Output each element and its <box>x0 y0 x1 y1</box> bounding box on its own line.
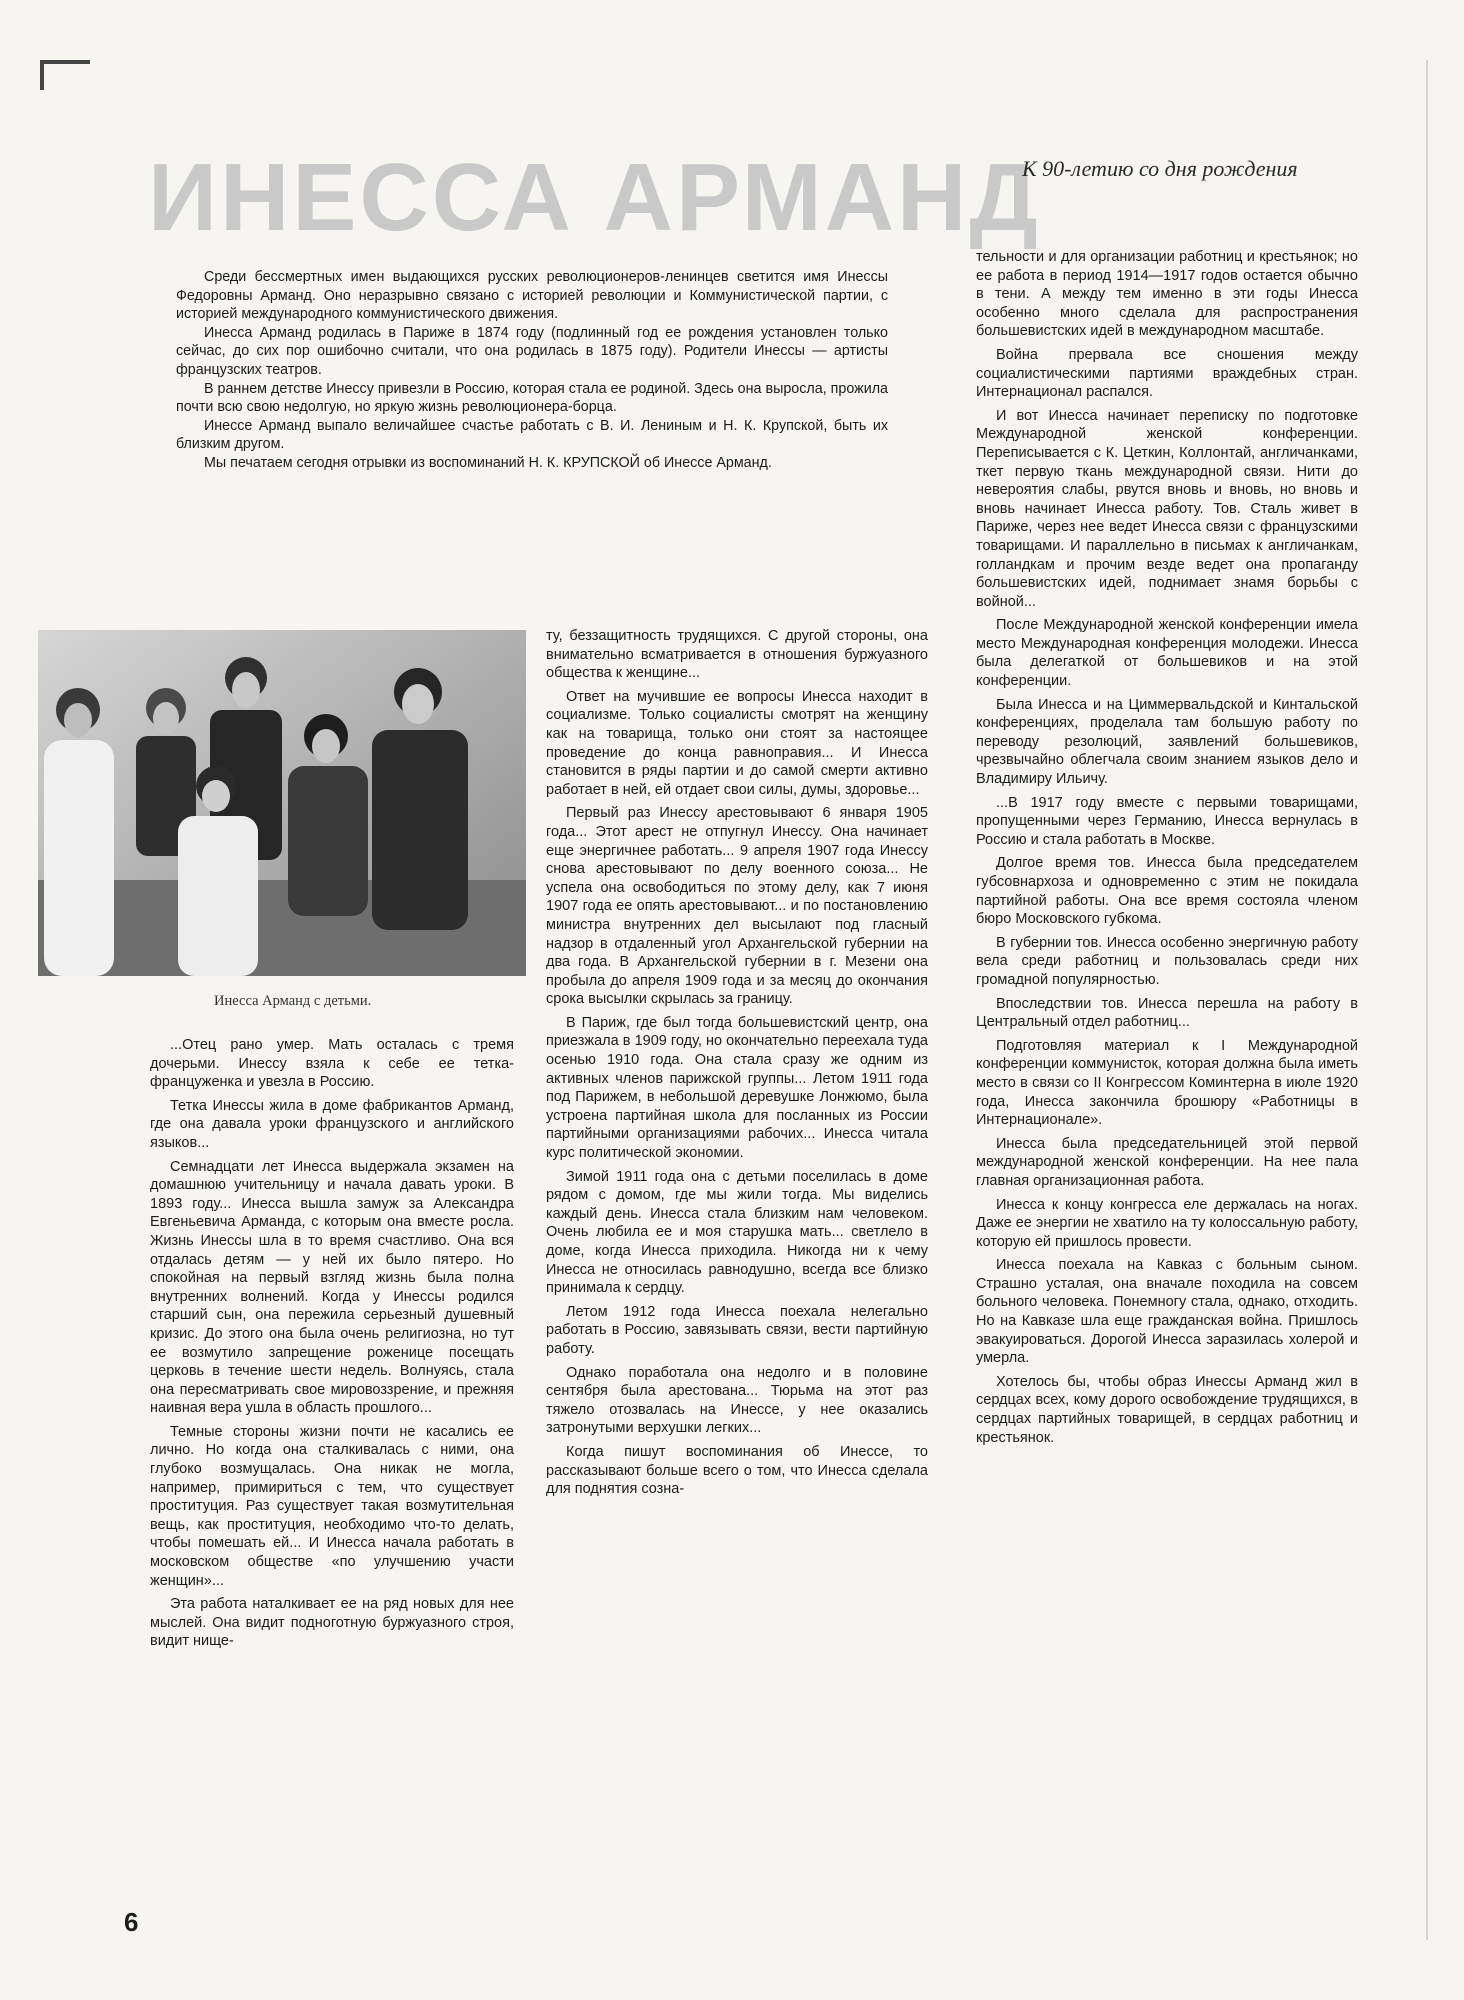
column-middle <box>546 627 928 1504</box>
paragraph: Тетка Инессы жила в доме фабрикантов Арманд, где она давала уроки французского и английского языков... <box>150 1097 514 1151</box>
paragraph: В Париж, где был тогда большевистский центр, она приезжала в 1909 году, но окончательно переехала туда осенью 1910 года. Она стала сразу же одним из активных членов парижской группы... Летом 1911 года под Парижем, в небольшой деревушке Лонжюмо, была устроена партийная школа для посланных из России партийными организациями рабочих... Инесса читала курс политической экономии. <box>546 1014 928 1162</box>
paragraph: Семнадцати лет Инесса выдержала экзамен на домашнюю учительницу и начала давать уроки. В 1893 году... Инесса вышла замуж за Александра Евгеньевича Арманда, с которым она вместе росла. Жизнь Инессы шла в то время счастливо. Она вся отдалась детям — у ней их было пятеро. Но спокойная на первый взгляд жизнь была полна внутренних волнений. Когда у Инессы родился старший сын, она пережила серьезный душевный кризис. До этого она была очень религиозна, но тут ее возмутило запрещение роженице посещать церковь в течение шести недель. Волнуясь, стала она пересматривать свое мировоззрение, и прежняя наивная вера ушла в область прошлого... <box>150 1158 514 1417</box>
paragraph: тельности и для организации работниц и крестьянок; но ее работа в период 1914—1917 годов остается обычно в тени. А между тем именно в эти годы Инесса особенно много сделала для распространения большевистских идей в международном масштабе. <box>976 249 1358 340</box>
paragraph: И вот Инесса начинает переписку по подготовке Международной женской конференции. Переписывается с К. Цеткин, Коллонтай, англичанками, ткет первую ткань международной связи. Нити до невероятия слабы, рвутся вновь и вновь, но вновь и вновь начинает Инесса работу. Тов. Сталь живет в Париже, через нее ведет Инесса связи с французскими товарищами. И параллельно в письмах к англичанкам, голландкам и прочим везде ведет она пропаганду большевистских идей, поднимает знамя борьбы с войной... <box>976 407 1358 610</box>
paragraph: Ответ на мучившие ее вопросы Инесса находит в социализме. Только социалисты смотрят на женщину как на товарища, только они стоят за настоящее проведение до конца равноправия... И Инесса становится в ряды партии и до самой смерти активно работает в ней, ей отдает свои силы, думы, здоровье... <box>546 688 928 798</box>
intro-paragraph: Инессе Арманд выпало величайшее счастье работать с В. И. Лениным и Н. К. Крупской, быть их близким другом. <box>176 417 888 453</box>
intro-paragraph: Инесса Арманд родилась в Париже в 1874 году (подлинный год ее рождения установлен только сейчас, до сих пор ошибочно считали, что она родилась в 1875 году). Родители Инессы — артисты французских театров. <box>176 324 888 378</box>
paragraph: Эта работа наталкивает ее на ряд новых для нее мыслей. Она видит подноготную буржуазного строя, видит нище- <box>150 1596 514 1650</box>
paragraph: Инесса к концу конгресса еле держалась на ногах. Даже ее энергии не хватило на ту колоссальную работу, которую ей пришлось провести. <box>976 1196 1358 1250</box>
crop-mark-horizontal <box>40 60 90 64</box>
paragraph: В губернии тов. Инесса особенно энергичную работу вела среди работниц и пользовалась среди них громадной популярностью. <box>976 934 1358 988</box>
page-number: 6 <box>124 1907 139 1937</box>
paragraph: Зимой 1911 года она с детьми поселилась в доме рядом с домом, где мы жили тогда. Мы виделись каждый день. Инесса стала близким нам человеком. Очень любила ее и моя старушка мать... светлело в доме, когда Инесса приходила. Никогда ни к чему Инесса не относилась равнодушно, всегда все близко принимала к сердцу. <box>546 1168 928 1297</box>
paragraph: Когда пишут воспоминания об Инессе, то рассказывают больше всего о том, что Инесса сделала для поднятия созна- <box>546 1443 928 1498</box>
paragraph: Инесса была председательницей этой первой международной женской конференции. На нее пала главная организационная работа. <box>976 1135 1358 1189</box>
paragraph: Долгое время тов. Инесса была председателем губсовнархоза и одновременно с этим не покидала партийной работы. Она все время состояла членом бюро Московского губкома. <box>976 855 1358 928</box>
paragraph: ...В 1917 году вместе с первыми товарищами, пропущенными через Германию, Инесса вернулась в Россию и стала работать в Москве. <box>976 794 1358 848</box>
article-title: ИНЕССА АРМАНД <box>148 144 1041 251</box>
paragraph: ту, беззащитность трудящихся. С другой стороны, она внимательно всматривается в отношения буржуазного общества к женщине... <box>546 628 928 682</box>
intro-paragraph: Среди бессмертных имен выдающихся русских революционеров-ленинцев светится имя Инессы Федоровны Арманд. Оно неразрывно связано с историей революции и Коммунистической партии, с историей международного коммунистического движения. <box>176 269 888 323</box>
paragraph: Хотелось бы, чтобы образ Инессы Арманд жил в сердцах всех, кому дорого освобождение трудящихся, в сердцах партийных товарищей, в сердцах работниц и крестьянок. <box>976 1373 1358 1446</box>
paragraph: Война прервала все сношения между социалистическими партиями враждебных стран. Интернационал распался. <box>976 346 1358 401</box>
anniversary-subtitle: К 90-летию со дня рождения <box>1022 156 1298 181</box>
column-right <box>976 248 1358 1452</box>
paragraph: Летом 1912 года Инесса поехала нелегально работать в Россию, завязывать связи, вести партийную работу. <box>546 1303 928 1357</box>
family-photo <box>38 630 526 976</box>
paragraph: Была Инесса и на Циммервальдской и Кинтальской конференциях, проделала там большую работу по переводу резолюций, заявлений большевиков, чрезвычайно облегчала своим знанием языков дело и Владимиру Ильичу. <box>976 696 1358 788</box>
intro-block <box>176 268 888 473</box>
intro-paragraph: Мы печатаем сегодня отрывки из воспоминаний Н. К. КРУПСКОЙ об Инессе Арманд. <box>204 454 772 471</box>
photo-illustration <box>38 630 526 976</box>
crop-mark-vertical <box>40 60 44 90</box>
paragraph: После Международной женской конференции имела место Международная конференция молодежи. Инесса была делегаткой от большевиков и на этой конференции. <box>976 617 1358 690</box>
page-edge-line <box>1426 60 1428 1940</box>
paragraph: Темные стороны жизни почти не касались ее лично. Но когда она сталкивалась с ними, она глубоко возмущалась. Она никак не могла, например, примириться с тем, что существует проституция. Раз существует такая возмутительная вещь, как проституция, необходимо что-то делать, чтобы помешать ей... И Инесса начала работать в московском обществе «по улучшению участи женщин»... <box>150 1423 514 1589</box>
paragraph: Впоследствии тов. Инесса перешла на работу в Центральный отдел работниц... <box>976 995 1358 1031</box>
paragraph: ...Отец рано умер. Мать осталась с тремя дочерьми. Инессу взяла к себе ее тетка-француженка и увезла в Россию. <box>150 1037 514 1091</box>
paragraph: Инесса поехала на Кавказ с больным сыном. Страшно усталая, она вначале походила на совсем больного человека. Понемногу стала, однако, отходить. Но на Кавказе шла еще гражданская война. Пришлось эвакуироваться. Дорогой Инесса заразилась холерой и умерла. <box>976 1257 1358 1367</box>
photo-caption: Инесса Арманд с детьми. <box>214 993 372 1009</box>
paragraph: Однако поработала она недолго и в половине сентября была арестована... Тюрьма на этот раз тяжело отозвалась на Инессе, у нее оказались затронутыми верхушки легких... <box>546 1364 928 1437</box>
paragraph: Подготовляя материал к I Международной конференции коммунисток, которая должна была иметь место в связи со II Конгрессом Коминтерна в июле 1920 года, Инесса закончила брошюру «Работницы в Интернационале». <box>976 1037 1358 1129</box>
intro-paragraph: В раннем детстве Инессу привезли в Россию, которая стала ее родиной. Здесь она выросла, прожила почти всю свою недолгую, но яркую жизнь революционера-борца. <box>176 380 888 416</box>
column-left <box>150 1036 514 1656</box>
paragraph: Первый раз Инессу арестовывают 6 января 1905 года... Этот арест не отпугнул Инессу. Она начинает еще энергичнее работать... 9 апреля 1907 года Инессу снова арестовывают по делу военного союза... Не успела она освободиться по этому делу, как 7 июня 1907 года ее опять арестовывают... и по постановлению министра внутренних дел высылают под гласный надзор в отдаленный угол Архангельской губернии на два года. В Архангельской губернии в г. Мезени она пробыла до апреля 1909 года и за месяц до окончания срока высылки скрылась за границу. <box>546 805 928 1008</box>
